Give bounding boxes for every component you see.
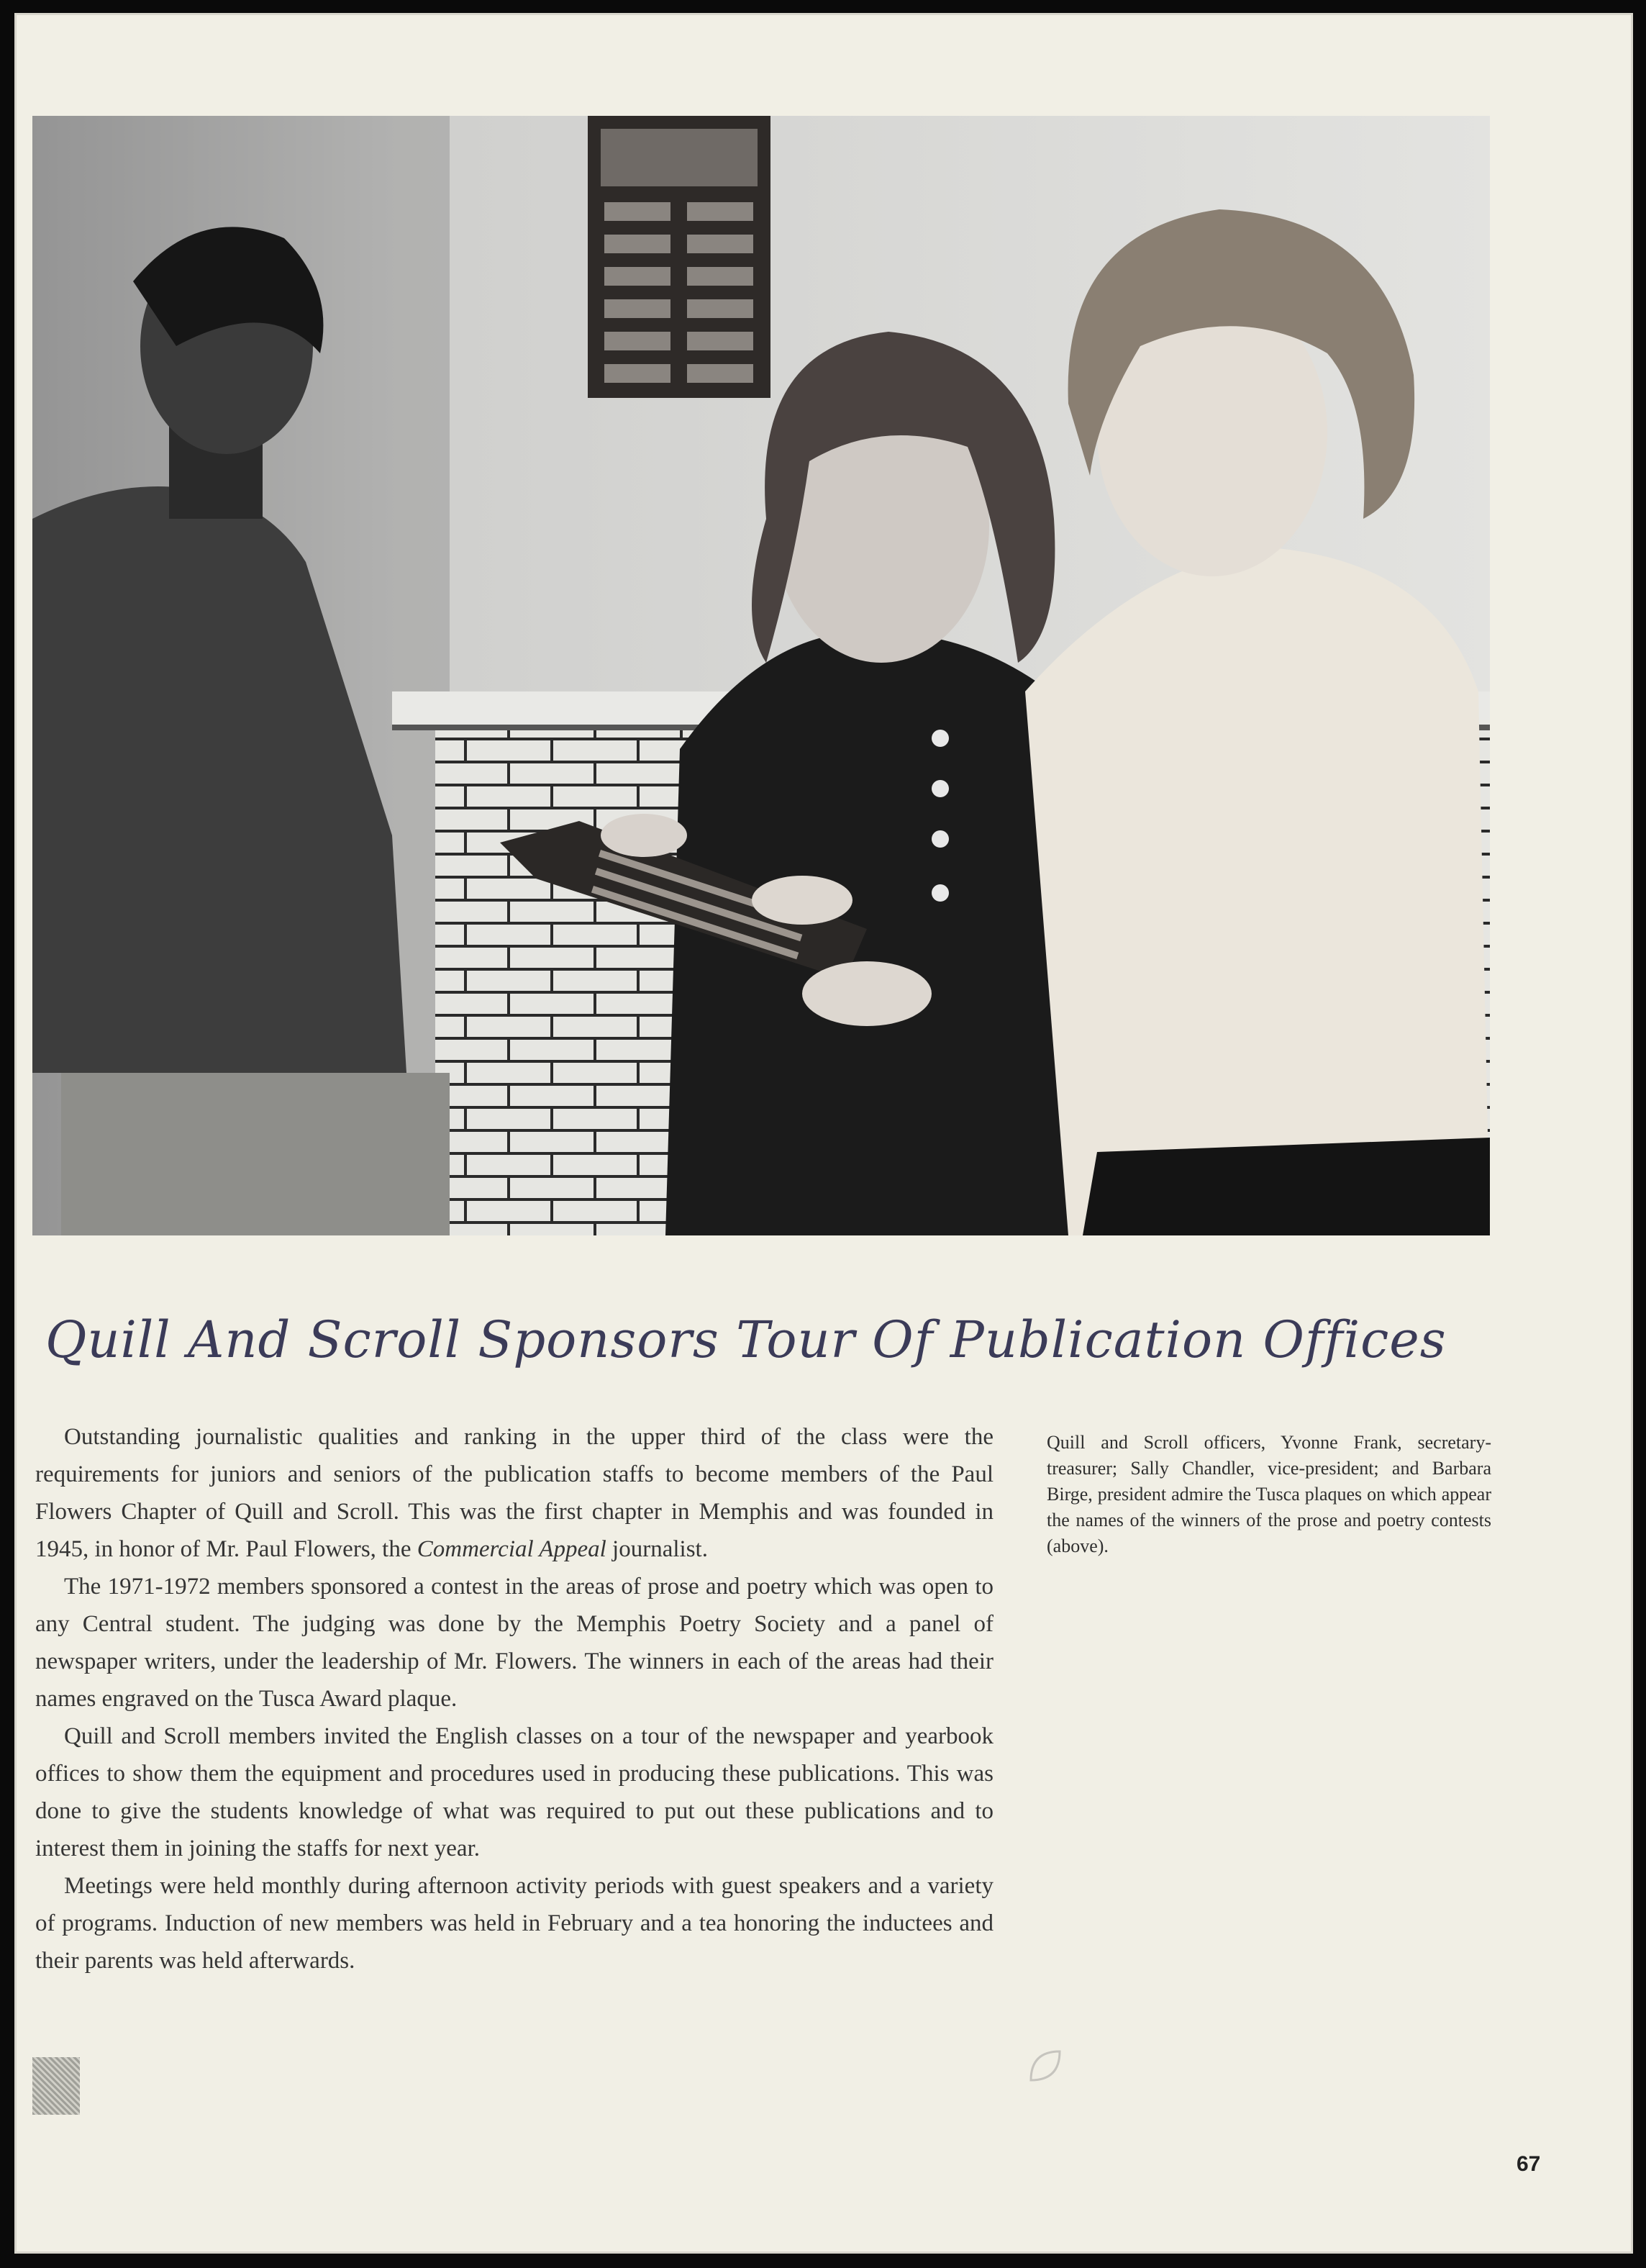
paragraph-1-text: Outstanding journalistic qualities and ranking in the upper third of the class were the requirements for juniors and seniors of the publication staffs to become members of the Paul Flowers Chapter of Quill and Scroll. This was the first chapter in Memphis and was founded in 1945, in honor of Mr. Paul Flowers, the <box>35 1424 993 1562</box>
photo-caption: Quill and Scroll officers, Yvonne Frank, secretary-treasurer; Sally Chandler, vice-president; and Barbara Birge, president admire the Tusca plaques on which appear the names of the winners of the prose and poetry contests (above). <box>1047 1432 1491 1556</box>
print-smudge <box>32 2057 80 2115</box>
paragraph-2: The 1971-1972 members sponsored a contest in the areas of prose and poetry which was open to any Central student. The judging was done by the Memphis Poetry Society and a panel of newspaper writers, under the leadership of Mr. Flowers. The winners in each of the areas had their names engraved on the Tusca Award plaque. <box>35 1574 993 1712</box>
paragraph-1-end: journalist. <box>606 1536 708 1562</box>
yearbook-page <box>14 13 1633 2254</box>
photo-illustration <box>32 116 1490 1235</box>
article-body <box>35 1418 993 1979</box>
leaf-watermark-icon <box>1024 2044 1067 2087</box>
paragraph-4: Meetings were held monthly during afternoon activity periods with guest speakers and a variety of programs. Induction of new members was held in February and a tea honoring the inductees and their parents was held afterwards. <box>35 1873 993 1974</box>
paragraph-1 <box>35 1418 993 1568</box>
photo-three-students-with-plaque <box>32 116 1490 1235</box>
page-number: 67 <box>1517 2152 1541 2176</box>
publication-name: Commercial Appeal <box>417 1536 606 1562</box>
article-headline: Quill And Scroll Sponsors Tour Of Publication Offices <box>45 1310 1447 1369</box>
paragraph-3: Quill and Scroll members invited the English classes on a tour of the newspaper and yearbook offices to show them the equipment and procedures used in producing these publications. This was done to give the students knowledge of what was required to put out these publications and to interest them in joining the staffs for next year. <box>35 1723 993 1861</box>
